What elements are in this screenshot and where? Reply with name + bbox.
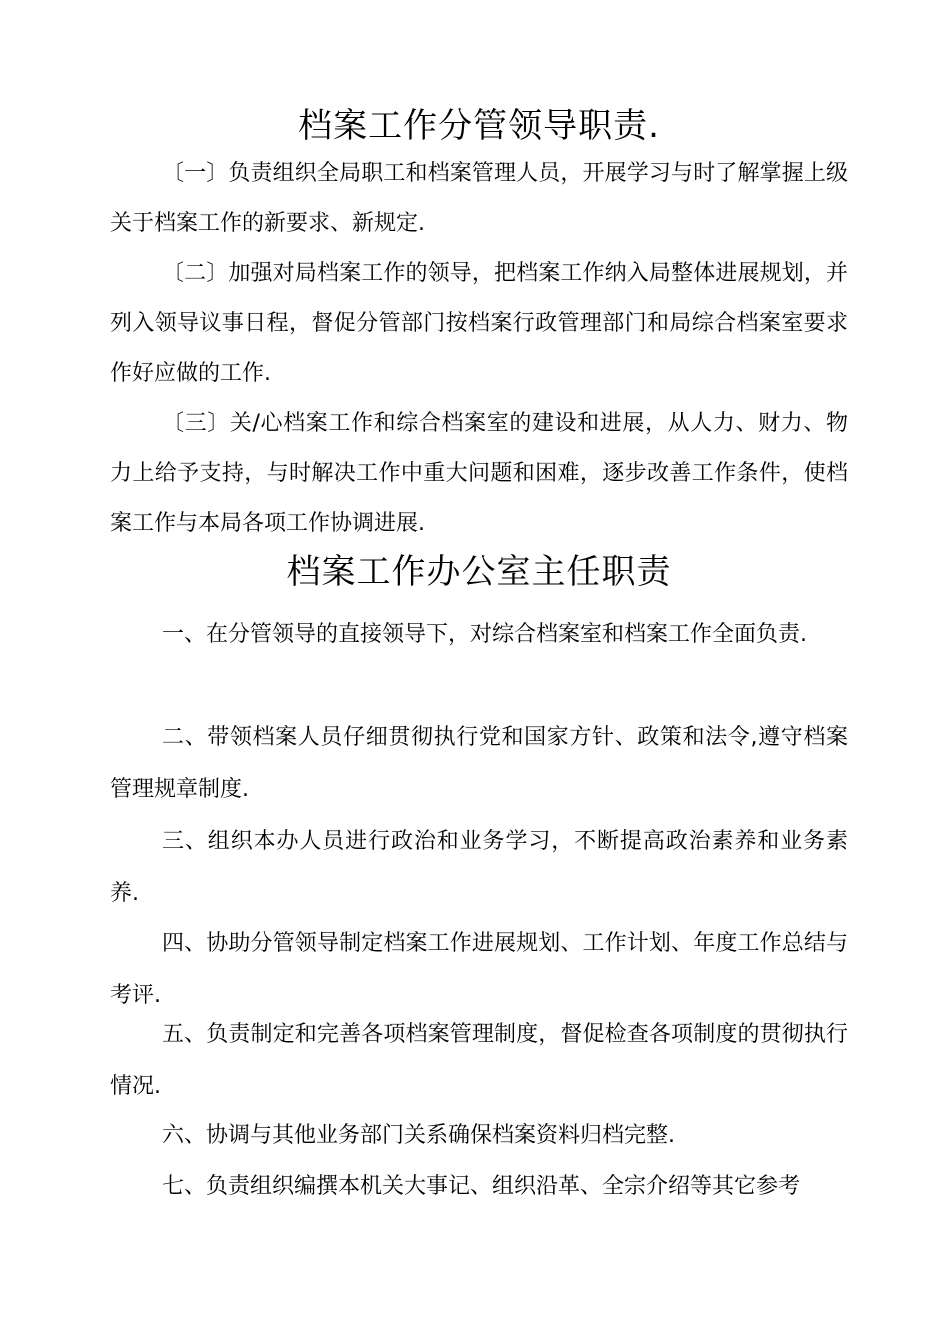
paragraph: 一、在分管领导的直接领导下，对综合档案室和档案工作全面负责. [162, 622, 807, 647]
paragraph: 五、负责制定和完善各项档案管理制度，督促检查各项制度的贯彻执行情况. [110, 1022, 848, 1099]
paragraph: 七、负责组织编撰本机关大事记、组织沿革、全宗介绍等其它参考 [162, 1174, 801, 1199]
paragraph: 四、协助分管领导制定档案工作进展规划、工作计划、年度工作总结与考评. [110, 931, 848, 1008]
paragraph: 〔三〕关/心档案工作和综合档案室的建设和进展，从人力、财力、物力上给予支持，与时解决工作中重大问题和困难，逐步改善工作条件，使档案工作与本局各项工作协调进展. [110, 411, 848, 536]
paragraph: 〔二〕加强对局档案工作的领导，把档案工作纳入局整体进展规划，并列入领导议事日程，督促分管部门按档案行政管理部门和局综合档案室要求作好应做的工作. [110, 261, 848, 386]
section-title: 档案工作分管领导职责. [298, 106, 660, 146]
paragraph: 二、带领档案人员仔细贯彻执行党和国家方针、政策和法令,遵守档案管理规章制度. [110, 725, 848, 802]
section-title: 档案工作办公室主任职责 [286, 552, 672, 592]
paragraph: 六、协调与其他业务部门关系确保档案资料归档完整. [162, 1123, 675, 1148]
paragraph: 〔一〕负责组织全局职工和档案管理人员，开展学习与时了解掌握上级关于档案工作的新要求、新规定. [110, 161, 848, 236]
paragraph: 三、组织本办人员进行政治和业务学习，不断提高政治素养和业务素养. [110, 829, 848, 906]
